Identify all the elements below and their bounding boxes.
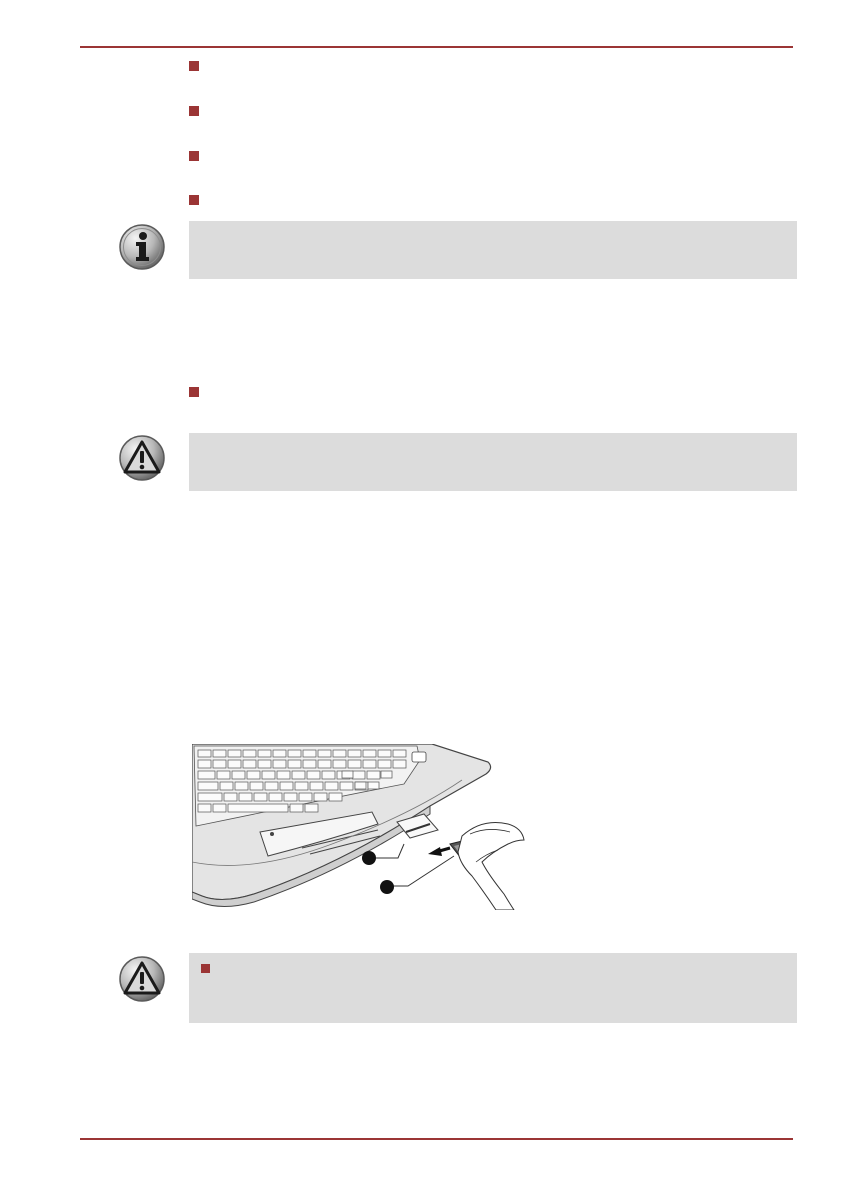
laptop-card-insertion-figure [192, 744, 532, 910]
bullet-3 [189, 151, 199, 161]
footer-rule [80, 1138, 793, 1140]
warning-note-2 [189, 953, 797, 1023]
warning-note-1 [189, 433, 797, 491]
warning-icon [118, 955, 166, 1003]
info-icon [118, 223, 166, 271]
warning-icon [118, 434, 166, 482]
bullet-4 [189, 195, 199, 205]
info-note [189, 221, 797, 279]
bullet-2 [189, 106, 199, 116]
header-rule [80, 46, 793, 48]
bullet-1 [189, 61, 199, 71]
bullet-5 [189, 387, 199, 397]
warning-note-2-bullet [201, 964, 210, 973]
